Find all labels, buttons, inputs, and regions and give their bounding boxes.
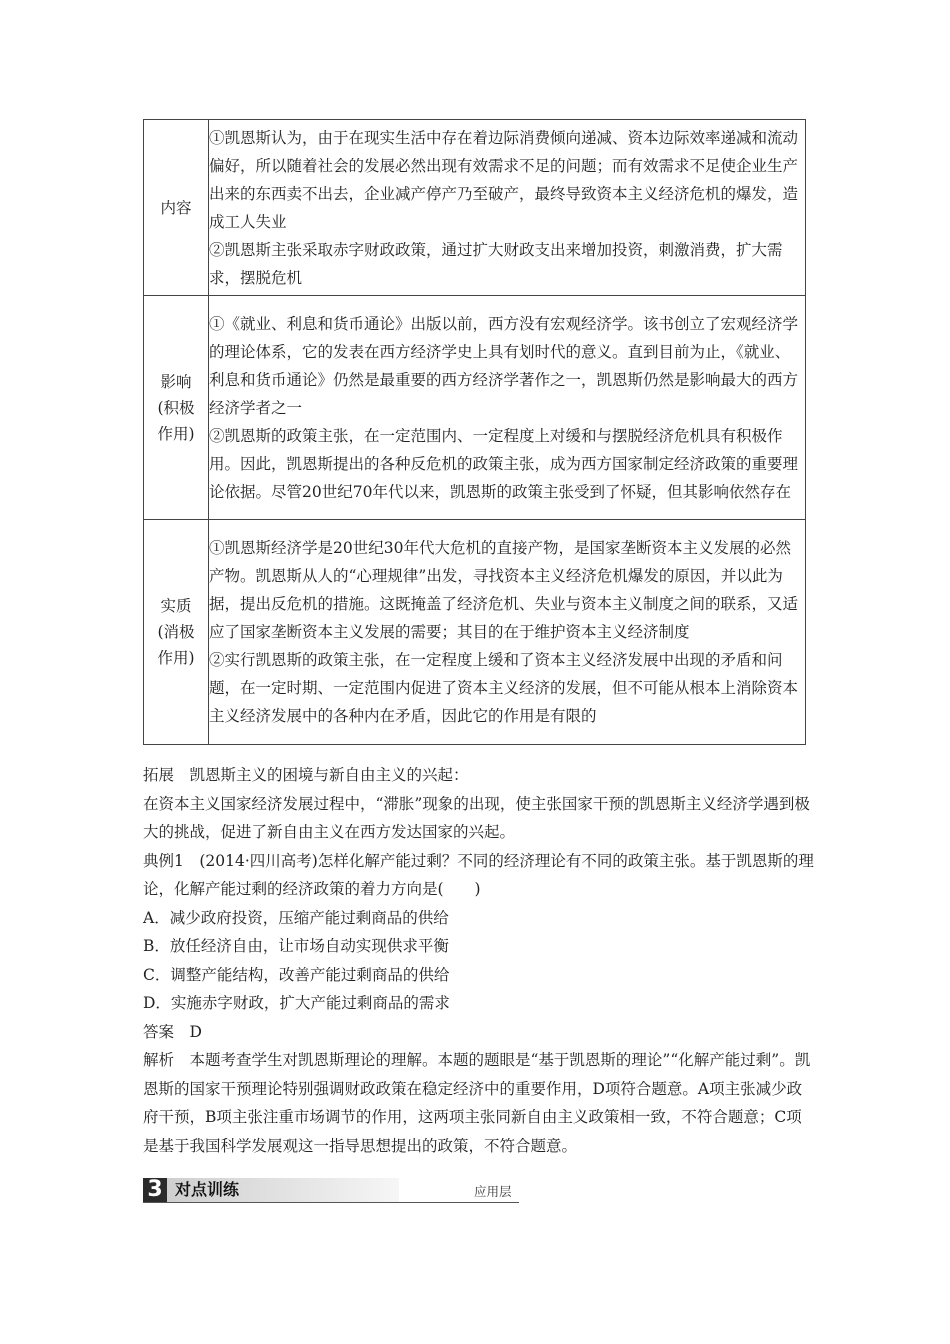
table-row [144, 120, 806, 296]
section-title: 对点训练 [175, 1180, 240, 1199]
example-question: 典例1 (2014·四川高考)怎样化解产能过剩？不同的经济理论有不同的政策主张。基于凯恩斯的理论，化解产能过剩的经济政策的着力方向是( ) [143, 851, 814, 898]
content-paragraph: ②凯恩斯主张采取赤字财政政策，通过扩大财政支出来增加投资，刺激消费，扩大需求，摆脱危机 [209, 240, 783, 287]
option-d: D．实施赤字财政，扩大产能过剩商品的需求 [143, 994, 450, 1012]
content-paragraph: ②凯恩斯的政策主张，在一定范围内、一定程度上对缓和与摆脱经济危机具有积极作用。因此，凯恩斯提出的各种反危机的政策主张，成为西方国家制定经济政策的重要理论依据。尽管20世纪70年代以来，凯恩斯的政策主张受到了怀疑，但其影响依然存在 [209, 426, 799, 501]
row-content [209, 120, 806, 296]
row-label-line: 内容 [160, 198, 192, 217]
row-content [209, 520, 806, 745]
row-label [144, 520, 209, 745]
row-label-line: 作用) [157, 424, 195, 443]
row-label-line: (消极 [157, 623, 195, 641]
content-paragraph: ②实行凯恩斯的政策主张，在一定程度上缓和了资本主义经济发展中出现的矛盾和问题，在一定时期、一定范围内促进了资本主义经济的发展，但不可能从根本上消除资本主义经济发展中的各种内在矛盾，因此它的作用是有限的 [209, 651, 799, 725]
content-paragraph: ①凯恩斯认为，由于在现实生活中存在着边际消费倾向递减、资本边际效率递减和流动偏好，所以随着社会的发展必然出现有效需求不足的问题；而有效需求不足使企业生产出来的东西卖不出去，企业减产停产乃至破产，最终导致资本主义经济危机的爆发，造成工人失业 [209, 128, 799, 231]
extension-text: 在资本主义国家经济发展过程中，“滞胀”现象的出现，使主张国家干预的凯恩斯主义经济学遇到极大的挑战，促进了新自由主义在西方发达国家的兴起。 [143, 794, 810, 841]
answer: 答案 D [143, 1022, 202, 1041]
section-header [143, 1177, 519, 1203]
section-level-tag: 应用层 [474, 1184, 512, 1199]
option-a: A．减少政府投资，压缩产能过剩商品的供给 [143, 908, 449, 927]
option-b: B．放任经济自由，让市场自动实现供求平衡 [143, 937, 449, 955]
section-number: 3 [143, 1178, 167, 1202]
row-label-line: (积极 [157, 398, 195, 417]
row-label [144, 296, 209, 520]
row-label-line: 影响 [160, 372, 192, 391]
main-text [143, 761, 815, 1160]
row-content [209, 296, 806, 520]
option-c: C．调整产能结构，改善产能过剩商品的供给 [143, 965, 450, 984]
section-divider [143, 1202, 519, 1203]
content-paragraph: ①凯恩斯经济学是20世纪30年代大危机的直接产物，是国家垄断资本主义发展的必然产物。凯恩斯从人的“心理规律”出发，寻找资本主义经济危机爆发的原因，并以此为据，提出反危机的措施。这既掩盖了经济危机、失业与资本主义制度之间的联系，又适应了国家垄断资本主义发展的需要；其目的在于维护资本主义经济制度 [209, 539, 799, 641]
row-label-line: 实质 [160, 597, 192, 615]
row-label-line: 作用) [157, 649, 195, 667]
table-row [144, 520, 806, 745]
table-row [144, 296, 806, 520]
analysis: 解析 本题考查学生对凯恩斯理论的理解。本题的题眼是“基于凯恩斯的理论”“化解产能过剩”。凯恩斯的国家干预理论特别强调财政政策在稳定经济中的重要作用，D项符合题意。A项主张减少政府干预，B项主张注重市场调节的作用，这两项主张同新自由主义政策相一致，不符合题意；C项是基于我国科学发展观这一指导思想提出的政策，不符合题意。 [143, 1051, 811, 1155]
content-paragraph: ①《就业、利息和货币通论》出版以前，西方没有宏观经济学。该书创立了宏观经济学的理论体系，它的发表在西方经济学史上具有划时代的意义。直到目前为止，《就业、利息和货币通论》仍然是最重要的西方经济学著作之一，凯恩斯仍然是影响最大的西方经济学者之一 [209, 314, 799, 417]
keynes-table [143, 119, 806, 745]
extension-heading: 拓展 凯恩斯主义的困境与新自由主义的兴起： [143, 766, 469, 784]
row-label [144, 120, 209, 296]
